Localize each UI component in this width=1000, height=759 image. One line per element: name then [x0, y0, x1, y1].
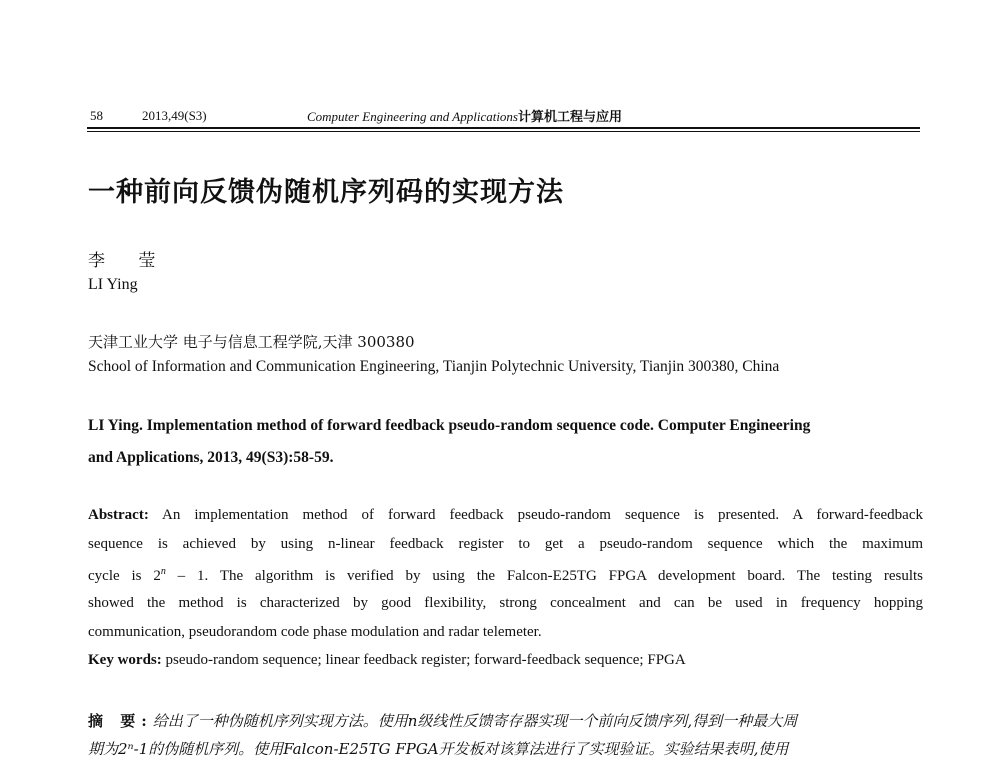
cn-abstract-text-1: 给出了一种伪随机序列实现方法。使用n级线性反馈寄存器实现一个前向反馈序列,得到一种最大周 — [152, 712, 798, 730]
journal-name — [307, 106, 622, 125]
abstract-text-3a: cycle is 2 — [88, 568, 161, 584]
abstract-text-1: An implementation method of forward feedback pseudo-random sequence is presented. A forward-feedback — [162, 507, 923, 523]
affiliation-cn: 天津工业大学 电子与信息工程学院,天津 300380 — [88, 333, 415, 351]
volume-issue: 2013,49(S3) — [142, 108, 207, 123]
abstract-line-2: sequence is achieved by using n-linear feedback register to get a pseudo-random sequence which the maximum — [88, 536, 923, 552]
header-rule-thick — [87, 127, 920, 129]
journal-name-cn: 计算机工程与应用 — [518, 110, 623, 125]
citation-line-1: LI Ying. Implementation method of forward feedback pseudo-random sequence code. Computer Engineering — [88, 417, 811, 434]
page-number: 58 — [90, 108, 103, 123]
keywords — [88, 652, 686, 669]
abstract-line-1 — [88, 507, 923, 524]
cn-abstract-label: 摘 要: — [88, 712, 153, 730]
abstract-label: Abstract: — [88, 507, 149, 523]
author-name-cn: 李 莹 — [88, 251, 170, 271]
abstract-line-3 — [88, 566, 923, 585]
citation-line-2: and Applications, 2013, 49(S3):58-59. — [88, 449, 334, 466]
author-name-en: LI Ying — [88, 276, 138, 293]
cn-abstract-line-2: 期为2ⁿ-1的伪随机序列。使用Falcon-E25TG FPGA开发板对该算法进行了实现验证。实验结果表明,使用 — [88, 740, 789, 758]
keywords-label: Key words: — [88, 652, 162, 668]
keywords-text: pseudo-random sequence; linear feedback register; forward-feedback sequence; FPGA — [165, 652, 686, 668]
affiliation-en: School of Information and Communication Engineering, Tianjin Polytechnic University, Tianjin 300380, China — [88, 358, 780, 375]
abstract-text-3b: – 1. The algorithm is verified by using the Falcon-E25TG FPGA development board. The testing results — [165, 568, 924, 584]
journal-name-en: Computer Engineering and Applications — [307, 109, 518, 124]
abstract-exponent: n — [160, 566, 166, 577]
paper-title: 一种前向反馈伪随机序列码的实现方法 — [88, 177, 564, 208]
abstract-line-5: communication, pseudorandom code phase modulation and radar telemeter. — [88, 624, 542, 640]
abstract-line-4: showed the method is characterized by good flexibility, strong concealment and can be used in frequency hopping — [88, 595, 923, 611]
header-rule-thin — [87, 131, 920, 132]
cn-abstract-line-1 — [88, 710, 923, 731]
